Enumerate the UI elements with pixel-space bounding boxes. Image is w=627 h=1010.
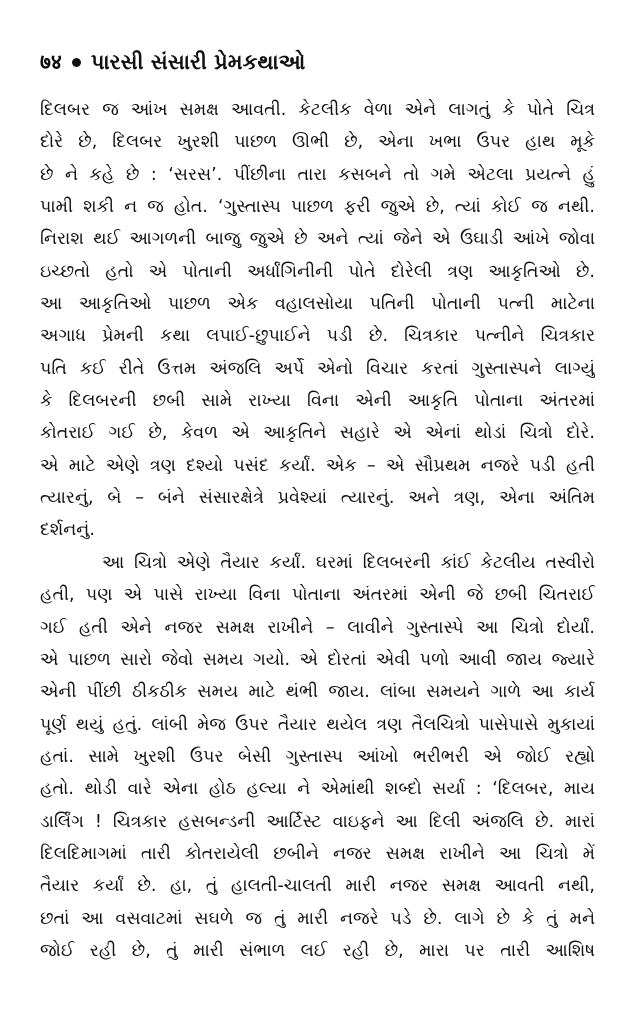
paragraph-2: [40, 547, 595, 967]
text-line: ડાર્લિંગ ! ચિત્રકાર હસબન્ડની આર્ટિસ્ટ વાઇફને આ દિલી અંજલિ છે. મારાં: [40, 811, 595, 832]
text-line: તૈયાર કર્યાં છે. હા, તું હાલતી-ચાલતી મારી નજર સમક્ષ આવતી નથી,: [40, 876, 595, 897]
text-line: હતી, પણ એ પાસે રાખ્યા વિના પોતાના અંતરમાં એની જે છબી ચિતરાઈ: [40, 585, 595, 606]
text-line: એની પીંછી ઠીકઠીક સમય માટે થંભી જાય. લાંબા સમયને ગાળે આ કાર્ય: [40, 682, 595, 703]
text-line: ગઈ હતી એને નજર સમક્ષ રાખીને – લાવીને ગુસ્તાસ્પે આ ચિત્રો દોર્યાં.: [40, 617, 595, 638]
book-title: પારસી સંસારી પ્રેમકથાઓ: [90, 49, 306, 74]
text-line: આ આકૃતિઓ પાછળ એક વહાલસોયા પતિની પોતાની પત્ની માટેના: [40, 294, 595, 315]
running-header: [40, 44, 305, 80]
body-text: [40, 94, 595, 967]
text-line: આ ચિત્રો એણે તૈયાર કર્યાં. ઘરમાં દિલબરની કાંઈ કેટલીય તસ્વીરો: [102, 552, 595, 573]
text-line: ત્યારનું, બે – બંને સંસારક્ષેત્રે પ્રવેશ્યાં ત્યારનું. અને ત્રણ, એના અંતિમ: [40, 488, 595, 509]
text-line: નિરાશ થઈ આગળની બાજુ જુએ છે અને ત્યાં જેને એ ઉઘાડી આંખે જોવા: [40, 229, 595, 250]
paragraph-1: [40, 94, 595, 547]
text-line: છે ને કહે છે : ‘સરસ’. પીંછીના તારા કસબને તો ગમે એટલા પ્રયત્ને હું: [40, 164, 595, 185]
text-line: દિલદિમાગમાં તારી કોતરાયેલી છબીને નજર સમક્ષ રાખીને આ ચિત્રો મેં: [40, 843, 595, 864]
text-line: હતાં. સામે ખુરશી ઉપર બેસી ગુસ્તાસ્પ આંખો ભરીભરી એ જોઈ રહ્યો: [40, 746, 595, 767]
text-line: પતિ કઈ રીતે ઉત્તમ અંજલિ અર્પે એનો વિચાર કરતાં ગુસ્તાસ્પને લાગ્યું: [40, 358, 595, 379]
text-line: દિલબર જ આંખ સમક્ષ આવતી. કેટલીક વેળા એને લાગતું કે પોતે ચિત્ર: [40, 100, 595, 120]
text-line: પામી શકી ન જ હોત. ‘ગુસ્તાસ્પ પાછળ ફરી જુએ છે, ત્યાં કોઈ જ નથી.: [40, 197, 595, 218]
text-line: દોરે છે, દિલબર ખુરશી પાછળ ઊભી છે, એના ખભા ઉપર હાથ મૂકે: [40, 132, 595, 153]
text-line: હતો. થોડી વારે એના હોઠ હલ્યા ને એમાંથી શબ્દો સર્યા : ‘દિલબર, માય: [40, 779, 595, 800]
text-line: એ પાછળ સારો જેવો સમય ગયો. એ દોરતાં એવી પળો આવી જાય જ્યારે: [40, 649, 595, 670]
text-line: અગાધ પ્રેમની કથા લપાઈ-છુપાઈને પડી છે. ચિત્રકાર પત્નીને ચિત્રકાર: [40, 326, 595, 347]
text-line: એ માટે એણે ત્રણ દશ્યો પસંદ કર્યાં. એક – એ સૌપ્રથમ નજરે પડી હતી: [40, 455, 595, 476]
bullet-separator-icon: [72, 58, 81, 67]
text-line: કોતરાઈ ગઈ છે, કેવળ એ આકૃતિને સહારે એ એનાં થોડાં ચિત્રો દોરે.: [40, 423, 595, 444]
text-line: કે દિલબરની છબી સામે રાખ્યા વિના એની આકૃતિ પોતાના અંતરમાં: [40, 391, 595, 412]
page-number: ७४: [40, 50, 62, 74]
text-line: દર્શનનું.: [40, 520, 95, 541]
text-line: પૂર્ણ થયું હતું. લાંબી મેજ ઉપર તૈયાર થયેલ ત્રણ તૈલચિત્રો પાસેપાસે મુકાયાં: [40, 714, 595, 735]
text-line: ઇચ્છતો હતો એ પોતાની અર્ધાંગિનીની પોતે દોરેલી ત્રણ આકૃતિઓ છે.: [40, 261, 595, 282]
text-line: છતાં આ વસવાટમાં સઘળે જ તું મારી નજરે પડે છે. લાગે છે કે તું મને: [40, 908, 595, 929]
text-line: જોઈ રહી છે, તું મારી સંભાળ લઈ રહી છે, મારા પર તારી આશિષ: [40, 940, 595, 961]
